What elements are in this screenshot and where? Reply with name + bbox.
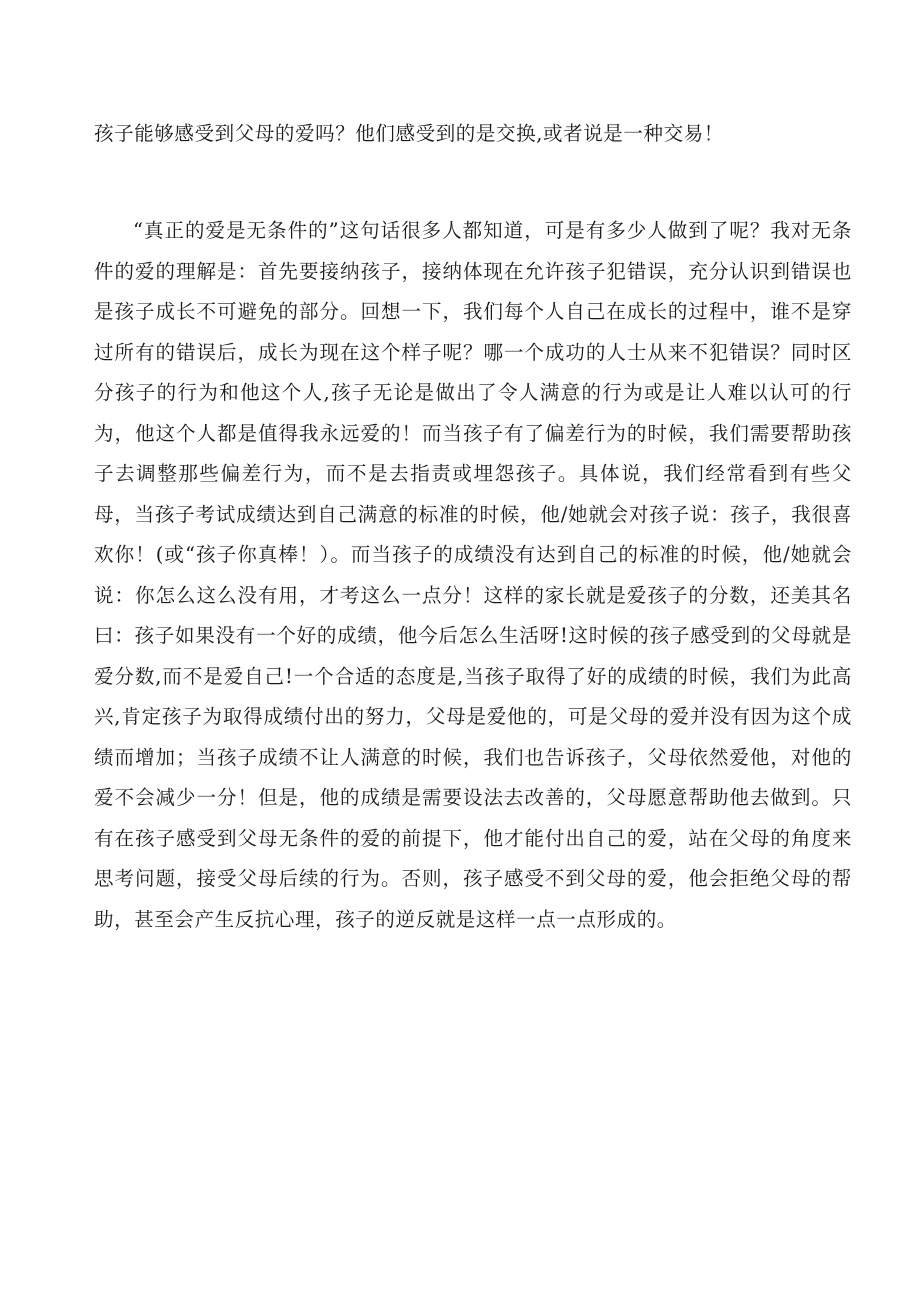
intro-paragraph: 孩子能够感受到父母的爱吗？他们感受到的是交换,或者说是一种交易！ — [94, 122, 724, 145]
body-paragraph: “真正的爱是无条件的”这句话很多人都知道，可是有多少人做到了呢？我对无条件的爱的理解是：首先要接纳孩子，接纳体现在允许孩子犯错误，充分认识到错误也是孩子成长不可避免的部分。回想一下，我们每个人自己在成长的过程中，谁不是穿过所有的错误后，成长为现在这个样子呢？哪一个成功的人士从来不犯错误？同时区分孩子的行为和他这个人,孩子无论是做出了令人满意的行为或是让人难以认可的行为，他这个人都是值得我永远爱的！而当孩子有了偏差行为的时候，我们需要帮助孩子去调整那些偏差行为，而不是去指责或埋怨孩子。具体说，我们经常看到有些父母，当孩子考试成绩达到自己满意的标准的时候，他/她就会对孩子说：孩子，我很喜欢你！(或“孩子你真棒！）。而当孩子的成绩没有达到自己的标准的时候，他/她就会说：你怎么这么没有用，才考这么一点分！这样的家长就是爱孩子的分数，还美其名曰：孩子如果没有一个好的成绩，他今后怎么生活呀!这时候的孩子感受到的父母就是爱分数,而不是爱自己!一个合适的态度是,当孩子取得了好的成绩的时候，我们为此高兴,肯定孩子为取得成绩付出的努力，父母是爱他的，可是父母的爱并没有因为这个成绩而增加；当孩子成绩不让人满意的时候，我们也告诉孩子，父母依然爱他，对他的爱不会减少一分！但是，他的成绩是需要设法去改善的，父母愿意帮助他去做到。只有在孩子感受到父母无条件的爱的前提下，他才能付出自己的爱，站在父母的角度来思考问题，接受父母后续的行为。否则，孩子感受不到父母的爱，他会拒绝父母的帮助，甚至会产生反抗心理，孩子的逆反就是这样一点一点形成的。 — [94, 219, 852, 931]
